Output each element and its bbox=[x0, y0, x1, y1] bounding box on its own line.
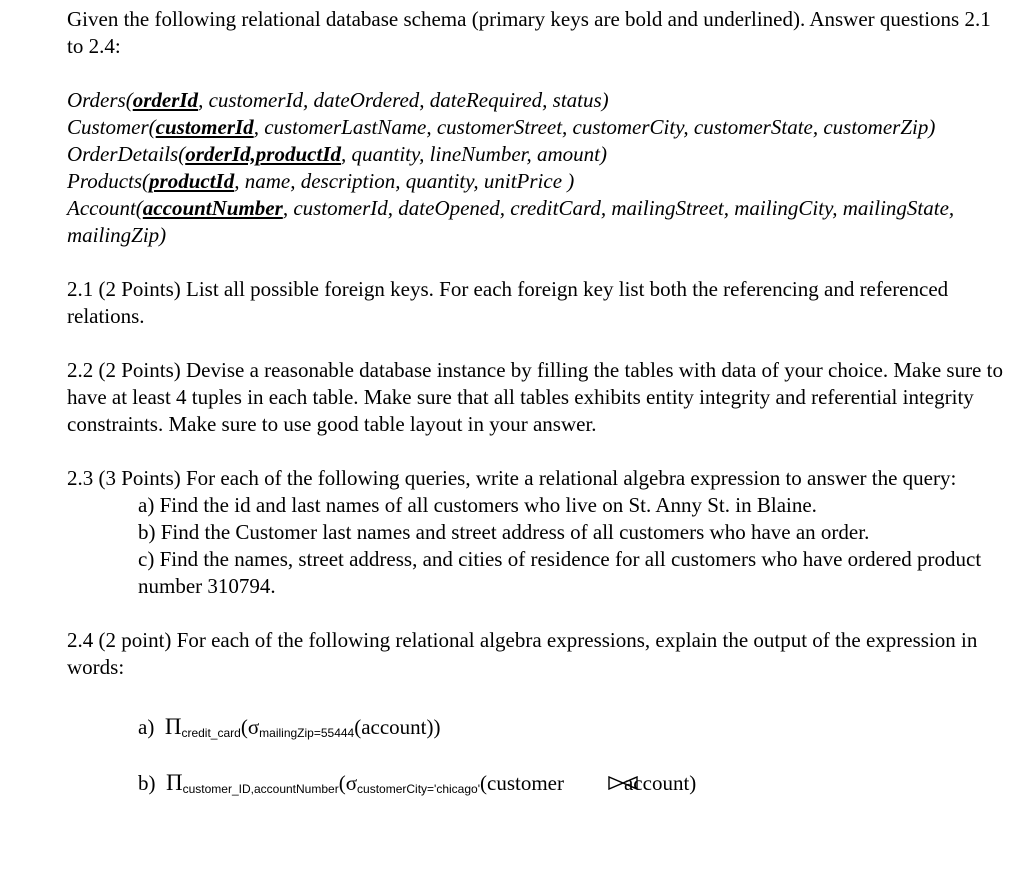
question-2-3-c: c) Find the names, street address, and cities of residence for all customers who have ordered product number 310794. bbox=[138, 547, 982, 598]
schema-customer: Customer(customerId, customerLastName, customerStreet, customerCity, customerState, customerZip) bbox=[67, 115, 936, 139]
question-2-2: 2.2 (2 Points) Devise a reasonable database instance by filling the tables with data of your choice. Make sure to have at least 4 tuples in each table. Make sure that all tables exhibits entity integrity and referential integrity constraints. Make sure to use good table layout in your answer. bbox=[67, 358, 1003, 436]
selection-symbol: σ bbox=[345, 771, 358, 795]
question-2-4-text: 2.4 (2 point) For each of the following relational algebra expressions, explain the output of the expression in words: bbox=[67, 628, 978, 679]
intro-text: Given the following relational database schema (primary keys are bold and underlined). Answer questions 2.1 to 2.4: bbox=[67, 7, 991, 58]
schema-block bbox=[67, 87, 1007, 249]
schema-account: Account(accountNumber, customerId, dateOpened, creditCard, mailingStreet, mailingCity, mailingState, mailingZip) bbox=[67, 196, 955, 247]
primary-key: productId bbox=[149, 169, 235, 193]
primary-key: orderId bbox=[132, 88, 199, 112]
schema-products: Products(productId, name, description, quantity, unitPrice ) bbox=[67, 169, 575, 193]
question-2-3-a: a) Find the id and last names of all customers who live on St. Anny St. in Blaine. bbox=[138, 493, 817, 517]
schema-order-details: OrderDetails(orderId,productId, quantity, lineNumber, amount) bbox=[67, 142, 607, 166]
question-2-3-b: b) Find the Customer last names and street address of all customers who have an order. bbox=[138, 520, 870, 544]
expression-a: a) Πcredit_card(σmailingZip=55444(account)) bbox=[138, 714, 441, 740]
question-2-3-parts bbox=[67, 492, 1007, 600]
document-page bbox=[67, 6, 1007, 801]
question-2-4 bbox=[67, 627, 1007, 801]
question-2-3 bbox=[67, 465, 1007, 600]
question-2-1: 2.1 (2 Points) List all possible foreign keys. For each foreign key list both the referencing and referenced relations. bbox=[67, 277, 949, 328]
primary-key: orderId,productId bbox=[185, 142, 341, 166]
question-2-3-text: 2.3 (3 Points) For each of the following queries, write a relational algebra expression to answer the query: bbox=[67, 466, 957, 490]
expression-b: b) Πcustomer_ID,accountNumber(σcustomerCity='chicago'(customer account) bbox=[138, 765, 1007, 801]
primary-key: accountNumber bbox=[142, 196, 283, 220]
projection-symbol: Π bbox=[166, 770, 183, 795]
natural-join-icon bbox=[608, 765, 638, 801]
primary-key: customerId bbox=[155, 115, 254, 139]
expressions bbox=[67, 709, 1007, 801]
schema-orders: Orders(orderId, customerId, dateOrdered, dateRequired, status) bbox=[67, 88, 609, 112]
projection-symbol: Π bbox=[164, 714, 182, 739]
selection-symbol: σ bbox=[247, 715, 260, 739]
